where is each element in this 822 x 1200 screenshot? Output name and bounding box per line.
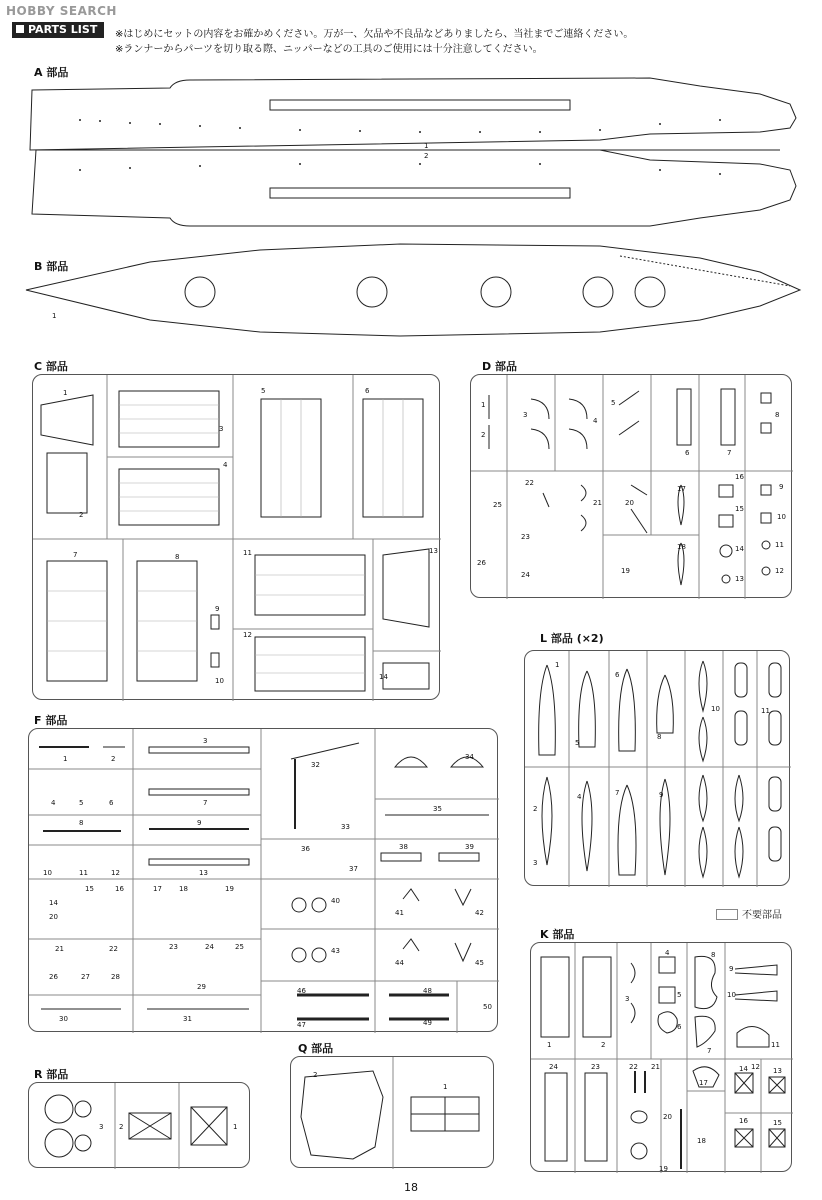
part-c7: 7 xyxy=(73,551,78,559)
part-k5: 5 xyxy=(677,991,682,999)
part-d15: 15 xyxy=(735,505,744,513)
part-d9: 9 xyxy=(779,483,784,491)
part-d17: 17 xyxy=(677,485,686,493)
part-f12: 12 xyxy=(111,869,120,877)
runner-l-title: L 部品 xyxy=(540,632,573,645)
part-f15: 15 xyxy=(85,885,94,893)
runner-c-grid xyxy=(33,375,441,701)
part-f38: 38 xyxy=(399,843,408,851)
part-f3: 3 xyxy=(203,737,208,745)
part-d11: 11 xyxy=(775,541,784,549)
part-l7: 7 xyxy=(615,789,620,797)
part-q2: 2 xyxy=(313,1071,318,1079)
part-d1: 1 xyxy=(481,401,486,409)
part-d19: 19 xyxy=(621,567,630,575)
legend-text: 不要部品 xyxy=(742,910,782,921)
part-f28: 28 xyxy=(111,973,120,981)
part-f25: 25 xyxy=(235,943,244,951)
part-c9: 9 xyxy=(215,605,220,613)
part-k18: 18 xyxy=(697,1137,706,1145)
part-k9: 9 xyxy=(729,965,734,973)
part-c11: 11 xyxy=(243,549,252,557)
part-d25: 25 xyxy=(493,501,502,509)
part-f19: 19 xyxy=(225,885,234,893)
part-k8: 8 xyxy=(711,951,716,959)
runner-d-grid xyxy=(471,375,793,599)
part-k6: 6 xyxy=(677,1023,682,1031)
runner-a-label: A 部品 xyxy=(34,66,69,79)
runner-q-label: Q 部品 xyxy=(298,1042,334,1055)
page-number: 18 xyxy=(404,1181,418,1194)
runner-l-label xyxy=(540,630,604,646)
watermark: HOBBY SEARCH xyxy=(6,4,117,18)
part-f10: 10 xyxy=(43,869,52,877)
runner-q xyxy=(290,1056,494,1168)
part-k1: 1 xyxy=(547,1041,552,1049)
part-f29: 29 xyxy=(197,983,206,991)
runner-l xyxy=(524,650,790,886)
part-l8: 8 xyxy=(657,733,662,741)
runner-q-grid xyxy=(291,1057,495,1169)
part-f34: 34 xyxy=(465,753,474,761)
part-b1: 1 xyxy=(52,312,57,320)
part-d8: 8 xyxy=(775,411,780,419)
part-k10: 10 xyxy=(727,991,736,999)
part-c1: 1 xyxy=(63,389,68,397)
part-f18: 18 xyxy=(179,885,188,893)
part-l6: 6 xyxy=(615,671,620,679)
part-f5: 5 xyxy=(79,799,84,807)
part-l11: 11 xyxy=(761,707,770,715)
runner-c-label: C 部品 xyxy=(34,360,68,373)
part-d26: 26 xyxy=(477,559,486,567)
part-l3: 3 xyxy=(533,859,538,867)
part-f22: 22 xyxy=(109,945,118,953)
part-f1: 1 xyxy=(63,755,68,763)
part-f49: 49 xyxy=(423,1019,432,1027)
part-f16: 16 xyxy=(115,885,124,893)
part-a1: 1 xyxy=(424,142,429,150)
part-f43: 43 xyxy=(331,947,340,955)
part-d12: 12 xyxy=(775,567,784,575)
runner-l-grid xyxy=(525,651,791,887)
part-l9: 9 xyxy=(659,791,664,799)
part-f32: 32 xyxy=(311,761,320,769)
part-l10: 10 xyxy=(711,705,720,713)
runner-c xyxy=(32,374,440,700)
runner-k-label: K 部品 xyxy=(540,928,575,941)
part-d23: 23 xyxy=(521,533,530,541)
runner-r xyxy=(28,1082,250,1168)
part-r2: 2 xyxy=(119,1123,124,1131)
note-1: ※はじめにセットの内容をお確かめください。万が一、欠品や不良品などありましたら、当社までご連絡ください。 xyxy=(115,29,634,40)
part-f47: 47 xyxy=(297,1021,306,1029)
part-k12: 12 xyxy=(751,1063,760,1071)
part-k11: 11 xyxy=(771,1041,780,1049)
part-k13: 13 xyxy=(773,1067,782,1075)
part-d20: 20 xyxy=(625,499,634,507)
part-c3: 3 xyxy=(219,425,224,433)
part-c10: 10 xyxy=(215,677,224,685)
part-f30: 30 xyxy=(59,1015,68,1023)
part-f20: 20 xyxy=(49,913,58,921)
part-k20: 20 xyxy=(663,1113,672,1121)
runner-d-label: D 部品 xyxy=(482,360,517,373)
part-d2: 2 xyxy=(481,431,486,439)
part-l4: 4 xyxy=(577,793,582,801)
part-f44: 44 xyxy=(395,959,404,967)
part-d4: 4 xyxy=(593,417,598,425)
part-f36: 36 xyxy=(301,845,310,853)
part-c12: 12 xyxy=(243,631,252,639)
part-k7: 7 xyxy=(707,1047,712,1055)
runner-f-label: F 部品 xyxy=(34,714,68,727)
runner-k-grid xyxy=(531,943,793,1173)
part-c14: 14 xyxy=(379,673,388,681)
part-f42: 42 xyxy=(475,909,484,917)
legend xyxy=(716,906,782,921)
part-d24: 24 xyxy=(521,571,530,579)
part-f48: 48 xyxy=(423,987,432,995)
part-d14: 14 xyxy=(735,545,744,553)
part-f6: 6 xyxy=(109,799,114,807)
part-f39: 39 xyxy=(465,843,474,851)
deck-drawing xyxy=(0,0,822,340)
part-d6: 6 xyxy=(685,449,690,457)
part-f11: 11 xyxy=(79,869,88,877)
header-title: PARTS LIST xyxy=(28,23,98,36)
part-d22: 22 xyxy=(525,479,534,487)
part-d16: 16 xyxy=(735,473,744,481)
part-k3: 3 xyxy=(625,995,630,1003)
runner-f xyxy=(28,728,498,1032)
part-k19: 19 xyxy=(659,1165,668,1173)
part-f17: 17 xyxy=(153,885,162,893)
part-d13: 13 xyxy=(735,575,744,583)
part-q1: 1 xyxy=(443,1083,448,1091)
part-f13: 13 xyxy=(199,869,208,877)
part-l1: 1 xyxy=(555,661,560,669)
part-f7: 7 xyxy=(203,799,208,807)
part-l5: 5 xyxy=(575,739,580,747)
runner-l-count: (×2) xyxy=(576,632,604,645)
runner-k xyxy=(530,942,792,1172)
part-f24: 24 xyxy=(205,943,214,951)
part-k17: 17 xyxy=(699,1079,708,1087)
part-r3: 3 xyxy=(99,1123,104,1131)
part-k15: 15 xyxy=(773,1119,782,1127)
part-f46: 46 xyxy=(297,987,306,995)
part-f27: 27 xyxy=(81,973,90,981)
part-f40: 40 xyxy=(331,897,340,905)
part-k22: 22 xyxy=(629,1063,638,1071)
runner-d xyxy=(470,374,792,598)
part-d3: 3 xyxy=(523,411,528,419)
part-c8: 8 xyxy=(175,553,180,561)
part-f9: 9 xyxy=(197,819,202,827)
part-d7: 7 xyxy=(727,449,732,457)
note-2: ※ランナーからパーツを切り取る際、ニッパーなどの工具のご使用には十分注意してください。 xyxy=(115,44,543,55)
part-l2: 2 xyxy=(533,805,538,813)
part-k4: 4 xyxy=(665,949,670,957)
part-f37: 37 xyxy=(349,865,358,873)
part-f45: 45 xyxy=(475,959,484,967)
part-c13: 13 xyxy=(429,547,438,555)
part-f21: 21 xyxy=(55,945,64,953)
part-k23: 23 xyxy=(591,1063,600,1071)
part-f4: 4 xyxy=(51,799,56,807)
part-k16: 16 xyxy=(739,1117,748,1125)
part-f8: 8 xyxy=(79,819,84,827)
part-d5: 5 xyxy=(611,399,616,407)
part-f2: 2 xyxy=(111,755,116,763)
part-r1: 1 xyxy=(233,1123,238,1131)
part-f41: 41 xyxy=(395,909,404,917)
part-d18: 18 xyxy=(677,543,686,551)
part-f14: 14 xyxy=(49,899,58,907)
part-f50: 50 xyxy=(483,1003,492,1011)
part-k14: 14 xyxy=(739,1065,748,1073)
part-f26: 26 xyxy=(49,973,58,981)
part-f33: 33 xyxy=(341,823,350,831)
part-f31: 31 xyxy=(183,1015,192,1023)
legend-swatch xyxy=(716,909,738,920)
runner-r-grid xyxy=(29,1083,251,1169)
part-k24: 24 xyxy=(549,1063,558,1071)
part-c6: 6 xyxy=(365,387,370,395)
part-k21: 21 xyxy=(651,1063,660,1071)
part-d21: 21 xyxy=(593,499,602,507)
part-c4: 4 xyxy=(223,461,228,469)
runner-b-label: B 部品 xyxy=(34,260,69,273)
part-a2: 2 xyxy=(424,152,429,160)
part-d10: 10 xyxy=(777,513,786,521)
part-c5: 5 xyxy=(261,387,266,395)
runner-r-label: R 部品 xyxy=(34,1068,69,1081)
part-f35: 35 xyxy=(433,805,442,813)
part-k2: 2 xyxy=(601,1041,606,1049)
part-c2: 2 xyxy=(79,511,84,519)
part-f23: 23 xyxy=(169,943,178,951)
